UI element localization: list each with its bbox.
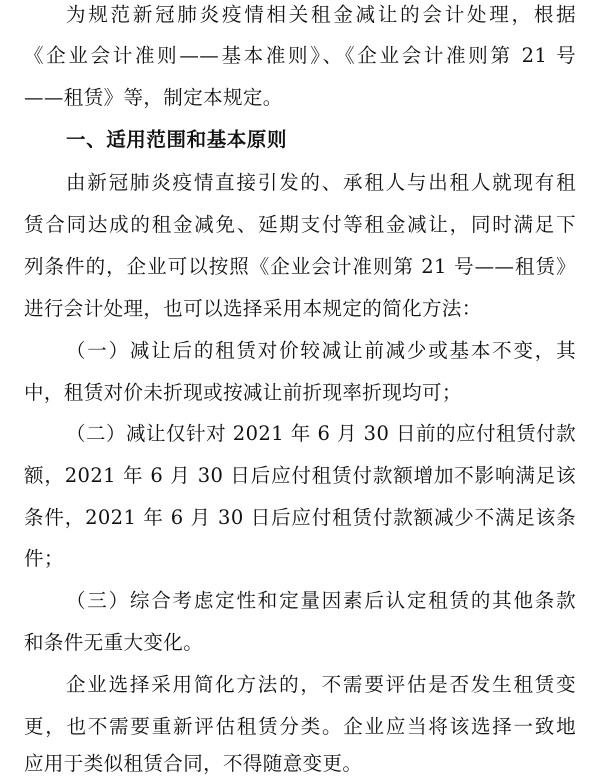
- condition-2-line-4: 件；: [24, 547, 64, 570]
- intro-line-3: ——租赁》等，制定本规定。: [24, 86, 283, 109]
- intro-line-2: 《企业会计准则——基本准则》、《企业会计准则第 21 号: [24, 44, 576, 67]
- closing-line-1: 企业选择采用简化方法的，不需要评估是否发生租赁变: [66, 673, 576, 696]
- section-para-line-1: 由新冠肺炎疫情直接引发的、承租人与出租人就现有租: [66, 171, 576, 194]
- closing-line-3: 应用于类似租赁合同，不得随意变更。: [24, 752, 363, 775]
- condition-2-line-2: 额，2021 年 6 月 30 日后应付租赁付款额增加不影响满足该: [24, 464, 576, 487]
- section-para-line-2: 赁合同达成的租金减免、延期支付等租金减让，同时满足下: [24, 213, 576, 236]
- condition-2-line-1: （二）减让仅针对 2021 年 6 月 30 日前的应付租赁付款: [66, 422, 576, 445]
- section-para-line-4: 进行会计处理，也可以选择采用本规定的简化方法：: [24, 297, 482, 320]
- condition-2-line-3: 条件，2021 年 6 月 30 日后应付租赁付款额减少不满足该条: [24, 506, 576, 529]
- section-heading: 一、适用范围和基本原则: [66, 128, 288, 151]
- condition-1-line-1: （一）减让后的租赁对价较减让前减少或基本不变，其: [66, 339, 576, 362]
- condition-3-line-1: （三）综合考虑定性和定量因素后认定租赁的其他条款: [66, 589, 576, 612]
- section-para-line-3: 列条件的，企业可以按照《企业会计准则第 21 号——租赁》: [24, 255, 576, 278]
- condition-1-line-2: 中，租赁对价未折现或按减让前折现率折现均可；: [24, 381, 462, 404]
- closing-line-2: 更，也不需要重新评估租赁分类。企业应当将该选择一致地: [24, 715, 576, 738]
- condition-3-line-2: 和条件无重大变化。: [24, 631, 204, 654]
- intro-line-1: 为规范新冠肺炎疫情相关租金减让的会计处理，根据: [66, 3, 576, 26]
